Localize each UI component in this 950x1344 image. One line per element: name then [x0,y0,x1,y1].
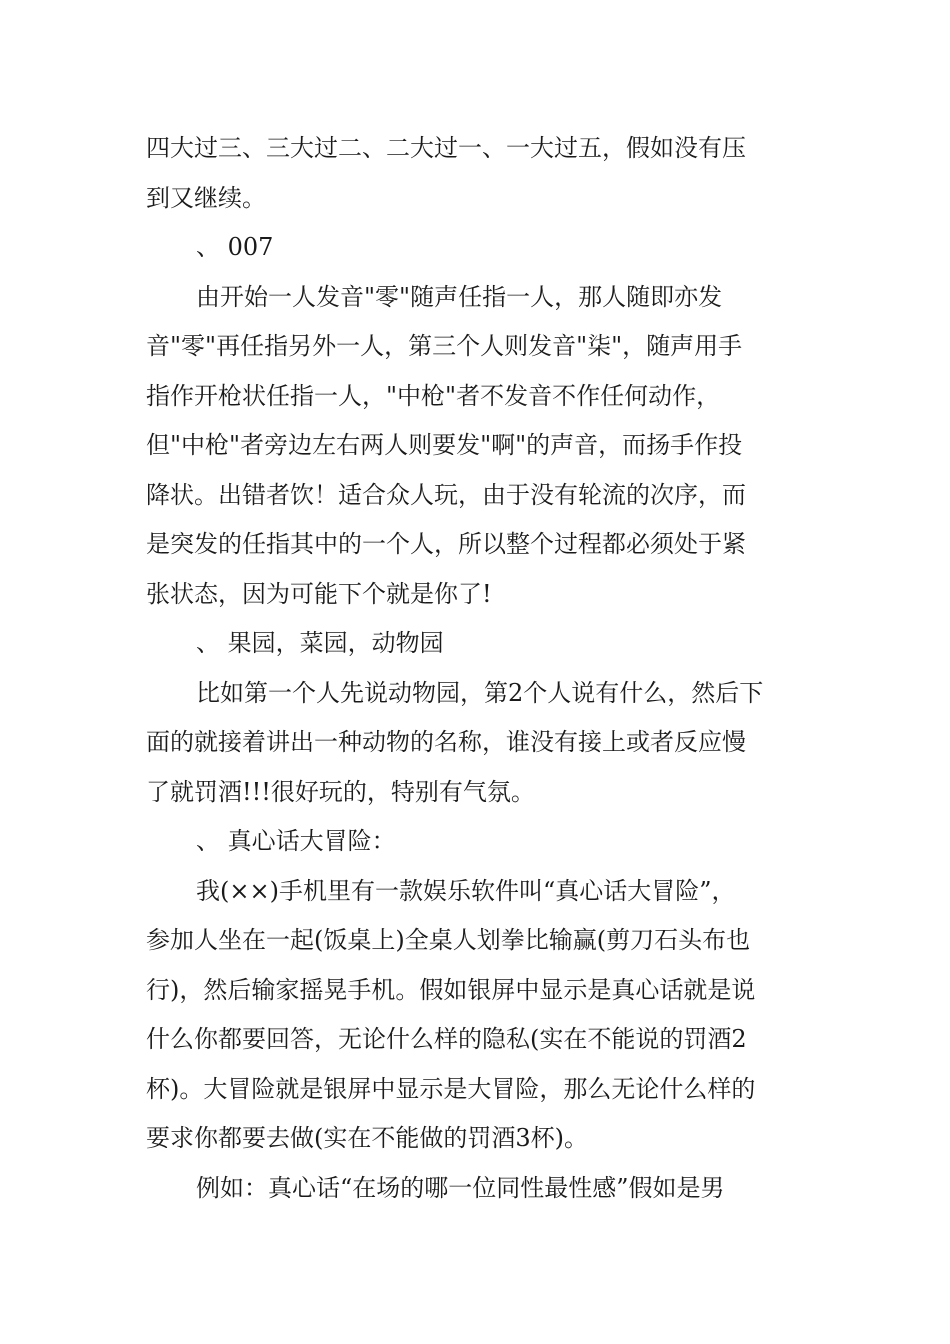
text-line: 音"零"再任指另外一人，第三个人则发音"柒"，随声用手 [146,332,743,360]
text-line: 指作开枪状任指一人，"中枪"者不发音不作任何动作， [146,381,721,410]
text-line: 杯)。大冒险就是银屏中显示是大冒险，那么无论什么样的 [146,1074,756,1103]
text-line: 我(××)手机里有一款娱乐软件叫“真心话大冒险”， [196,876,736,905]
text-line: 比如第一个人先说动物园，第2个人说有什么，然后下 [196,678,764,707]
text-line: 面的就接着讲出一种动物的名称，谁没有接上或者反应慢 [146,728,746,756]
section-heading-truth-or-dare: 、 真心话大冒险： [196,827,396,855]
section-heading-garden: 、 果园，菜园，动物园 [196,629,444,657]
text-line: 参加人坐在一起(饭桌上)全桌人划拳比输赢(剪刀石头布也 [146,926,751,954]
text-line: 了就罚酒!!!很好玩的，特别有气氛。 [146,777,535,806]
section-heading-007: 、 007 [196,233,274,261]
text-line: 由开始一人发音"零"随声任指一人，那人随即亦发 [196,282,723,311]
text-line: 四大过三、三大过二、二大过一、一大过五，假如没有压 [146,134,746,162]
text-line: 张状态，因为可能下个就是你了! [146,579,492,608]
text-line: 到又继续。 [146,183,266,212]
text-line: 什么你都要回答，无论什么样的隐私(实在不能说的罚酒2 [146,1025,747,1053]
text-line: 降状。出错者饮！适合众人玩，由于没有轮流的次序，而 [146,480,746,509]
text-line: 是突发的任指其中的一个人，所以整个过程都必须处于紧 [146,530,746,558]
text-line: 要求你都要去做(实在不能做的罚酒3杯)。 [146,1124,588,1152]
text-line: 例如：真心话“在场的哪一位同性最性感”假如是男 [196,1173,725,1202]
text-line: 行)，然后输家摇晃手机。假如银屏中显示是真心话就是说 [146,975,756,1004]
text-line: 但"中枪"者旁边左右两人则要发"啊"的声音，而扬手作投 [146,431,743,459]
document-page [146,124,808,1213]
